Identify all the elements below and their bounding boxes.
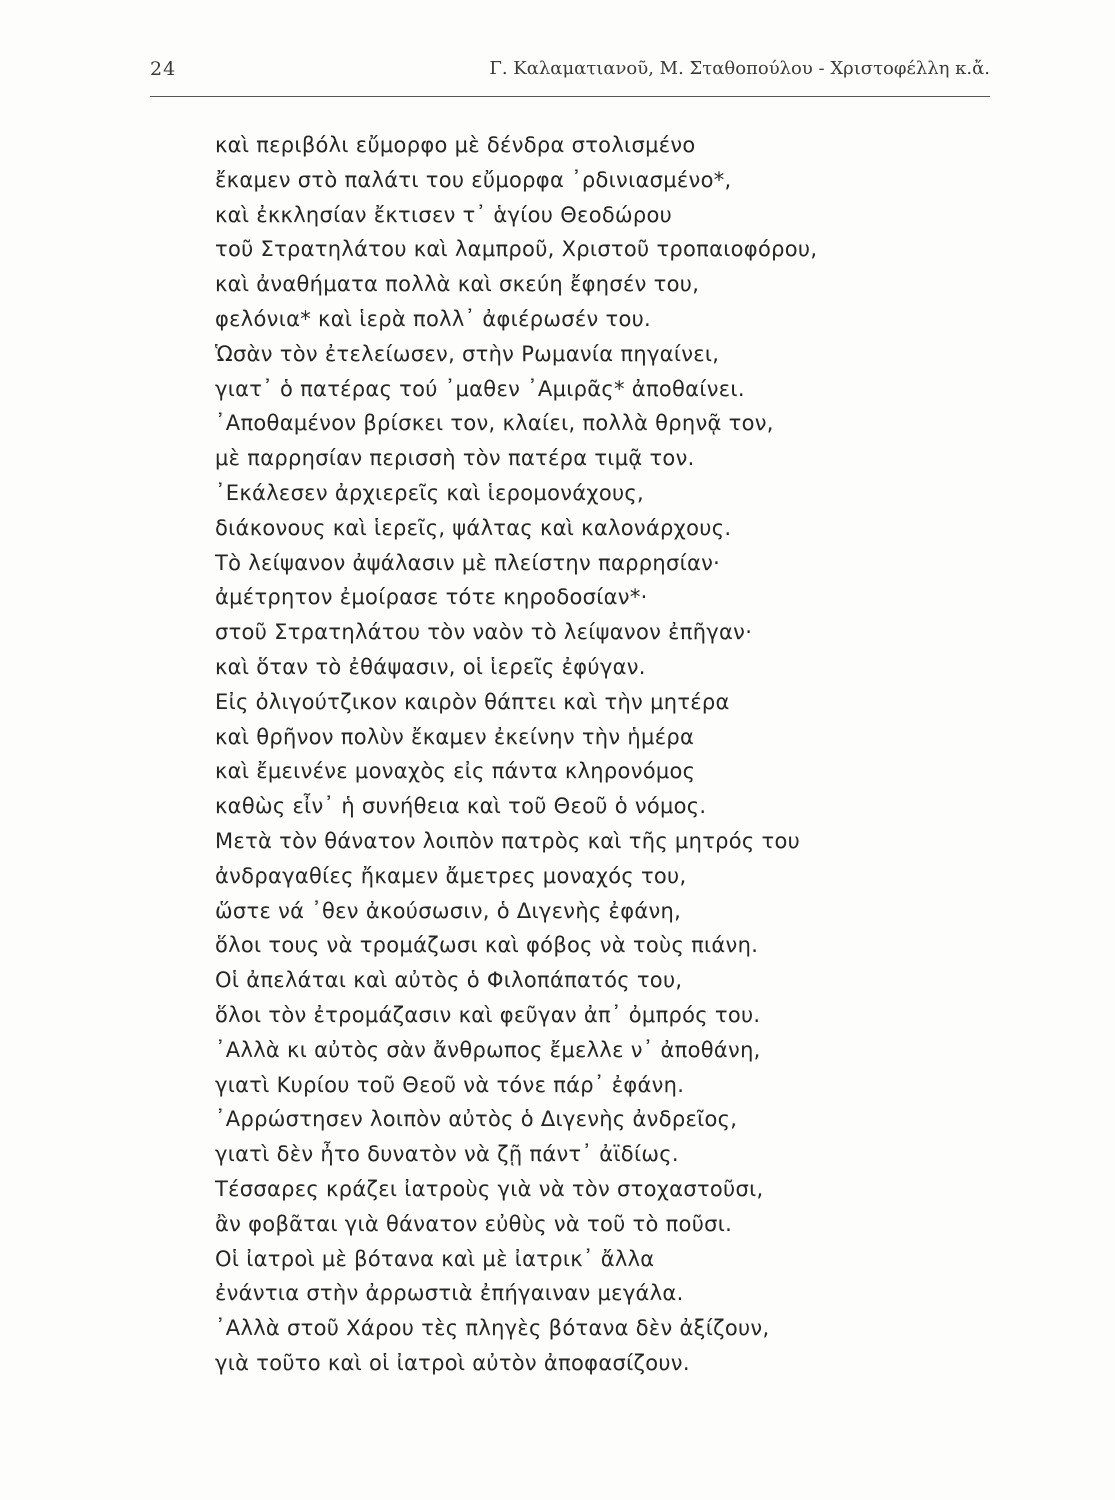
verse-line: Οἱ ἰατροὶ μὲ βότανα καὶ μὲ ἰατρικ᾿ ἄλλα	[215, 1246, 655, 1271]
page-number: 24	[150, 58, 177, 80]
verse-line: Οἱ ἀπελάται καὶ αὐτὸς ὁ Φιλοπάπατός του,	[215, 968, 683, 993]
verse-line: ἀμέτρητον ἐμοίρασε τότε κηροδοσίαν*·	[215, 585, 648, 610]
verse-line: ᾿Αλλὰ στοῦ Χάρου τὲς πληγὲς βότανα δὲν ἀξίζουν,	[215, 1316, 770, 1341]
verse-line: Τέσσαρες κράζει ἰατροὺς γιὰ νὰ τὸν στοχαστοῦσι,	[215, 1176, 764, 1201]
verse-line: ᾿Αποθαμένον βρίσκει τον, κλαίει, πολλὰ θρηνᾷ τον,	[215, 411, 774, 436]
verse-line: Τὸ λείψανον ἀψάλασιν μὲ πλείστην παρρησίαν·	[215, 550, 721, 575]
header-rule	[150, 96, 990, 97]
verse-line: γιὰ τοῦτο καὶ οἱ ἰατροὶ αὐτὸν ἀποφασίζουν.	[215, 1350, 690, 1375]
verse-line: καὶ ἔμεινένε μοναχὸς εἰς πάντα κληρονόμος	[215, 759, 696, 784]
verse-line: φελόνια* καὶ ἱερὰ πολλ᾿ ἀφιέρωσέν του.	[215, 306, 652, 331]
verse-line: στοῦ Στρατηλάτου τὸν ναὸν τὸ λείψανον ἐπῆγαν·	[215, 620, 753, 645]
verse-line: καὶ ἐκκλησίαν ἔκτισεν τ᾿ ἁγίου Θεοδώρου	[215, 202, 673, 227]
verse-line: Εἰς ὀλιγούτζικον καιρὸν θάπτει καὶ τὴν μητέρα	[215, 689, 730, 714]
verse-line: καθὼς εἶν᾿ ἡ συνήθεια καὶ τοῦ Θεοῦ ὁ νόμος.	[215, 794, 707, 819]
verse-line: ἂν φοβᾶται γιὰ θάνατον εὐθὺς νὰ τοῦ τὸ ποῦσι.	[215, 1211, 733, 1236]
poem-text	[215, 128, 975, 1381]
verse-line: μὲ παρρησίαν περισσὴ τὸν πατέρα τιμᾷ τον.	[215, 446, 695, 471]
verse-line: καὶ περιβόλι εὔμορφο μὲ δένδρα στολισμένο	[215, 133, 696, 157]
verse-line: καὶ ἀναθήματα πολλὰ καὶ σκεύη ἔφησέν του,	[215, 272, 700, 297]
verse-line: ᾿Αρρώστησεν λοιπὸν αὐτὸς ὁ Διγενὴς ἀνδρεῖος,	[215, 1107, 738, 1132]
verse-line: ὅλοι τους νὰ τρομάζωσι καὶ φόβος νὰ τοὺς πιάνη.	[215, 933, 759, 958]
running-head: Γ. Καλαματιανοῦ, Μ. Σταθοπούλου - Χριστοφέλλη κ.ἄ.	[489, 58, 990, 79]
verse-line: Μετὰ τὸν θάνατον λοιπὸν πατρὸς καὶ τῆς μητρός του	[215, 828, 801, 853]
verse-line: γιατ᾿ ὁ πατέρας τού ᾿μαθεν ᾿Αμιρᾶς* ἀποθαίνει.	[215, 376, 745, 401]
verse-line: τοῦ Στρατηλάτου καὶ λαμπροῦ, Χριστοῦ τροπαιοφόρου,	[215, 237, 818, 262]
verse-line: καὶ θρῆνον πολὺν ἔκαμεν ἐκείνην τὴν ἡμέρα	[215, 724, 695, 749]
verse-line: Ὡσὰν τὸν ἐτελείωσεν, στὴν Ρωμανία πηγαίνει,	[215, 341, 720, 366]
verse-line: ἀνδραγαθίες ἤκαμεν ἄμετρες μοναχός του,	[215, 863, 687, 888]
verse-line: ᾿Εκάλεσεν ἀρχιερεῖς καὶ ἱερομονάχους,	[215, 480, 645, 505]
verse-line: καὶ ὅταν τὸ ἐθάψασιν, οἱ ἱερεῖς ἐφύγαν.	[215, 654, 646, 679]
page-header	[150, 58, 990, 90]
verse-line: διάκονους καὶ ἱερεῖς, ψάλτας καὶ καλονάρχους.	[215, 515, 732, 540]
verse-line: ὅλοι τὸν ἐτρομάζασιν καὶ φεῦγαν ἀπ᾿ ὀμπρός του.	[215, 1002, 761, 1027]
verse-line: γιατὶ Κυρίου τοῦ Θεοῦ νὰ τόνε πάρ᾿ ἐφάνη.	[215, 1072, 685, 1097]
verse-line: ἔκαμεν στὸ παλάτι του εὔμορφα ᾿ρδινιασμένο*,	[215, 167, 732, 192]
verse-line: γιατὶ δὲν ἦτο δυνατὸν νὰ ζῇ πάντ᾿ ἀϊδίως.	[215, 1142, 679, 1167]
verse-line: ἐνάντια στὴν ἀρρωστιὰ ἐπήγαιναν μεγάλα.	[215, 1281, 684, 1306]
verse-line: ὥστε νά ᾿θεν ἀκούσωσιν, ὁ Διγενὴς ἐφάνη,	[215, 898, 682, 923]
verse-line: ᾿Αλλὰ κι αὐτὸς σὰν ἄνθρωπος ἔμελλε ν᾿ ἀποθάνη,	[215, 1037, 761, 1062]
